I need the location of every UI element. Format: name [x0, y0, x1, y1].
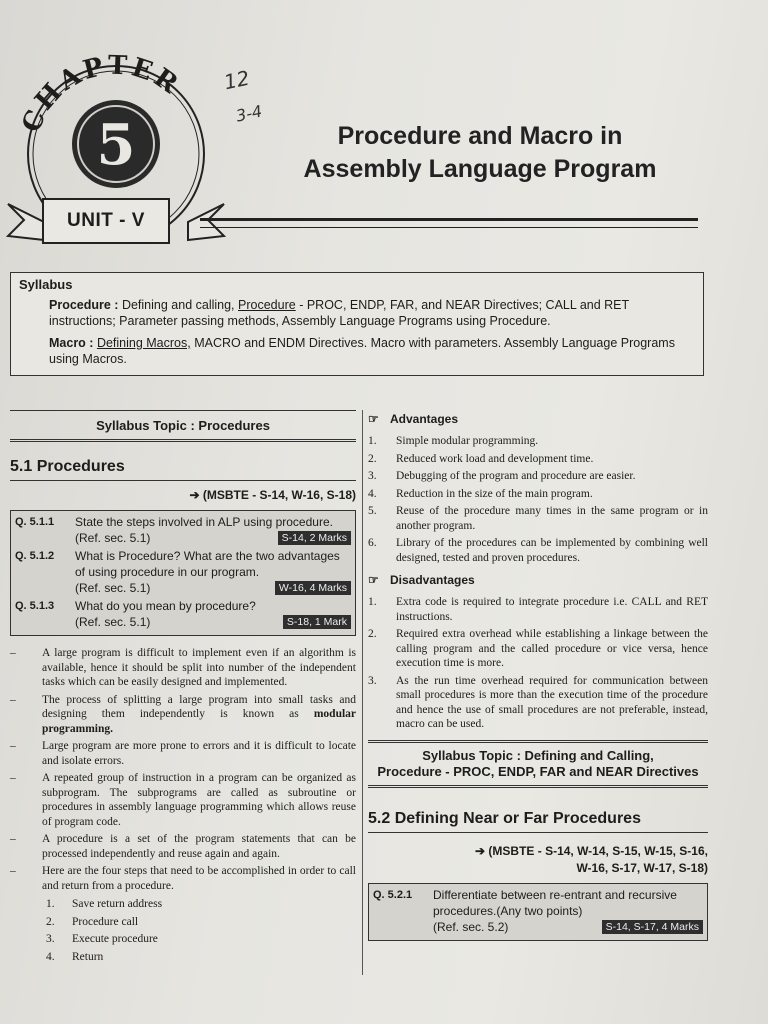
chapter-title-line2: Assembly Language Program: [303, 155, 657, 183]
right-column: [368, 412, 708, 941]
question-item: [15, 514, 351, 546]
list-item: 4. Reduction in the size of the main program.: [368, 487, 593, 500]
question-text: What do you mean by procedure?: [75, 599, 256, 613]
question-item: [15, 548, 351, 596]
chapter-word: CHAPTER: [16, 50, 186, 137]
list-item: 3. Execute procedure: [46, 933, 158, 945]
question-ref: (Ref. sec. 5.1): [75, 615, 151, 629]
marks-badge: S-14, 2 Marks: [278, 531, 351, 545]
list-item: – A procedure is a set of the program statements that can be processed independently and reuse again and again.: [10, 833, 356, 860]
list-item: 3. Debugging of the program and procedure are easier.: [368, 470, 636, 482]
question-item: [15, 598, 351, 630]
list-item: 2. Required extra overhead while establishing a linkage between the calling program and the called procedure or vice versa, hence execution time is more.: [368, 628, 708, 669]
section-heading-5-1: 5.1 Procedures: [10, 454, 356, 481]
list-item: 1. Extra code is required to integrate procedure i.e. CALL and RET instructions.: [368, 596, 708, 623]
list-item: 1. Save return address: [46, 898, 163, 910]
pointing-hand-icon: ☞: [368, 573, 379, 587]
list-item: 3. As the run time overhead required for communication between small procedures is more than the execution time of the procedure and hence the use of small procedures are not preferable, instead, macro can be used.: [368, 674, 708, 730]
msbte-ref: ➔ (MSBTE - S-14, W-14, S-15, W-15, S-16, W-16, S-17, W-17, S-18): [475, 843, 708, 875]
question-ref: (Ref. sec. 5.1): [75, 531, 151, 545]
list-item: – Large program are more prone to errors and it is difficult to locate and isolate errors.: [10, 740, 356, 767]
column-divider: [362, 410, 363, 975]
chapter-title-line1: Procedure and Macro in: [337, 122, 623, 150]
bullet-list: [10, 646, 356, 893]
list-item: – A repeated group of instruction in a program can be organized as subprogram. The subprograms are called as subroutine or procedures in assembly language programming which allows reuse of program code.: [10, 772, 356, 828]
list-item: 6. Library of the procedures can be implemented by combining well designed, tested and proven procedures.: [368, 537, 708, 564]
msbte-ref: ➔ (MSBTE - S-14, W-16, S-18): [189, 488, 356, 502]
question-number: Q. 5.2.1: [373, 888, 413, 901]
list-item: 1. Simple modular programming.: [368, 435, 539, 447]
procedure-text-b: Procedure: [238, 298, 296, 312]
bold-term: modular programming.: [42, 708, 357, 735]
steps-list: [46, 896, 356, 966]
syllabus-macro: [19, 335, 695, 367]
syllabus-box: [10, 272, 704, 376]
question-box: [10, 510, 356, 636]
marks-badge: S-18, 1 Mark: [283, 615, 351, 629]
chapter-number: 5: [96, 112, 136, 178]
advantages-heading: ☞ Advantages: [368, 412, 459, 426]
question-text: What is Procedure? What are the two advantages of using procedure in our program.: [75, 549, 340, 579]
unit-label: UNIT - V: [42, 198, 170, 244]
question-text: State the steps involved in ALP using procedure.: [75, 515, 333, 529]
section-heading-5-2: 5.2 Defining Near or Far Procedures: [368, 806, 708, 833]
question-item: [373, 887, 703, 935]
chapter-title: [270, 120, 690, 186]
question-box: [368, 883, 708, 941]
macro-text-b: MACRO and ENDM Directives. Macro with parameters. Assembly Language Programs using Macros.: [49, 336, 675, 366]
topic-bar-procedures: Syllabus Topic : Procedures: [10, 410, 356, 442]
list-item: 4. Return: [46, 950, 104, 963]
procedure-text-c: - PROC, ENDP, FAR, and NEAR Directives; CALL and RET instructions; Parameter passing methods, Assembly Language Programs using Procedure.: [49, 298, 629, 328]
macro-label: Macro :: [49, 336, 94, 350]
marks-badge: S-14, S-17, 4 Marks: [602, 920, 703, 934]
handwritten-note-2: 3-4: [234, 101, 264, 126]
question-text: Differentiate between re-entrant and recursive procedures.(Any two points): [433, 887, 677, 918]
list-item: – A large program is difficult to implement even if an algorithm is available, hence it should be split into number of the independent tasks which can be easily designed and implemented.: [10, 647, 356, 688]
title-divider: [200, 218, 698, 228]
advantages-list: [368, 434, 708, 565]
marks-badge: W-16, 4 Marks: [275, 581, 351, 595]
left-column: [10, 410, 356, 966]
list-item: 2. Procedure call: [46, 915, 139, 928]
pointing-hand-icon: ☞: [368, 412, 379, 426]
question-ref: (Ref. sec. 5.1): [75, 581, 151, 595]
disadvantages-heading: ☞ Disadvantages: [368, 573, 475, 587]
question-ref: (Ref. sec. 5.2): [433, 919, 509, 934]
question-number: Q. 5.1.3: [15, 600, 55, 612]
handwritten-note-1: 12: [221, 65, 252, 95]
macro-text-a: Defining Macros,: [96, 336, 191, 350]
syllabus-procedure: [19, 297, 695, 329]
topic-bar-defining-calling: Syllabus Topic : Defining and Calling, Procedure - PROC, ENDP, FAR and NEAR Directives: [368, 740, 708, 788]
disadvantages-list: [368, 595, 708, 732]
procedure-text-a: Defining and calling,: [121, 298, 235, 312]
syllabus-heading: Syllabus: [19, 277, 73, 292]
list-item: 5. Reuse of the procedure many times in the same program or in another program.: [368, 505, 708, 532]
question-number: Q. 5.1.2: [15, 550, 55, 562]
procedure-label: Procedure :: [49, 298, 119, 312]
list-item: – The process of splitting a large program into small tasks and designing them independently is known as modular programming.: [10, 693, 357, 735]
list-item: – Here are the four steps that need to be accomplished in order to call and return from a procedure.: [10, 865, 356, 892]
list-item: 2. Reduced work load and development time.: [368, 452, 594, 465]
question-number: Q. 5.1.1: [15, 516, 55, 528]
